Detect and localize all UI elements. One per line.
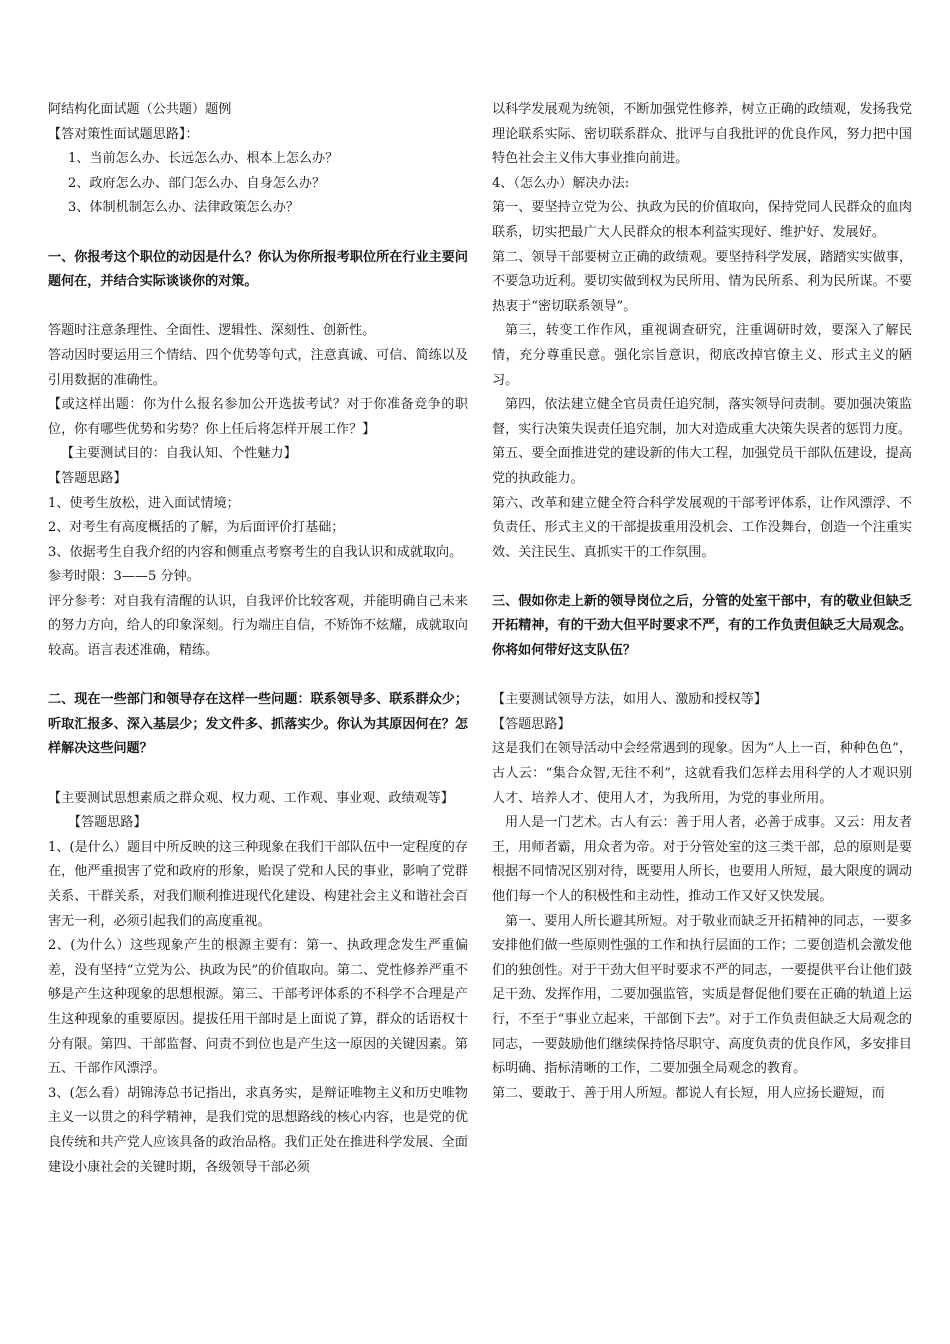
paragraph: 第六、改革和建立健全符合科学发展观的干部考评体系，让作风漂浮、不负责任、形式主义的干部提拔重用没机会、工作没舞台，创造一个注重实效、关注民生、真抓实干的工作氛围。 [492,495,912,560]
paragraph: 【答题思路】 [68,815,147,831]
paragraph: 评分参考：对自我有清醒的认识，自我评价比较客观，并能明确自己未来的努力方向，给人的印象深刻。行为端庄自信，不矫饰不炫耀，成就取向较高。语言表述准确，精练。 [48,593,468,659]
paragraph: 3、依据考生自我介绍的内容和侧重点考察考生的自我认识和成就取向。 [48,544,463,560]
paragraph: 【答题思路】 [492,716,571,732]
paragraph: 【答题思路】 [48,470,127,486]
paragraph: 第三，转变工作作风，重视调查研究，注重调研时效，要深入了解民情，充分尊重民意。强化宗旨意识，彻底改掉官僚主义、形式主义的陋习。 [492,323,912,388]
paragraph: 4、（怎么办）解决办法: [492,175,630,191]
paragraph: 以科学发展观为统领，不断加强党性修养，树立正确的政绩观，发扬我党理论联系实际、密切联系群众、批评与自我批评的优良作风，努力把中国特色社会主义伟大事业推向前进。 [492,102,912,167]
spacer [48,295,468,320]
paragraph: 1、(是什么）题目中所反映的这三种现象在我们干部队伍中一定程度的存在，他严重损害了党和政府的形象，贻误了党和人民的事业，影响了党群关系、干群关系，对我们顺利推进现代化建设、构建社会主义和谐社会百害无一利，必须引起我们的高度重视。 [48,839,468,929]
paragraph: 这是我们在领导活动中会经常遇到的现象。因为“人上一百，种种色色”，古人云：“集合众智,无往不利”，这就看我们怎样去用科学的人才观识别人才、培养人才、使用人才，为我所用，为党的事业所用。 [492,741,912,806]
paragraph: 2、(为什么）这些现象产生的根源主要有：第一、执政理念发生严重偏差，没有坚持“立党为公、执政为民”的价值取向。第二、党性修养严重不够是产生这种现象的思想根源。第三、干部考评体系的不科学不合理是产生这种现象的重要原因。提拔任用干部时是上面说了算，群众的话语权十分有限。第四、干部监督、问责不到位也是产生这一原因的关键因素。第五、干部作风漂浮。 [48,938,468,1077]
paragraph: 【或这样出题：你为什么报名参加公开选拔考试？对于你准备竞争的职位，你有哪些优势和劣势？你上任后将怎样开展工作？】 [48,397,468,437]
paragraph: 答动因时要运用三个情结、四个优势等句式，注意真诚、可信、简练以及引用数据的准确性。 [48,347,468,388]
question-2-heading: 二、现在一些部门和领导存在这样一些问题：联系领导多、联系群众少；听取汇报多、深入基层少；发文件多、抓落实少。你认为其原因何在？怎样解决这些问题？ [48,692,468,757]
spacer [48,221,468,246]
spacer [492,565,912,590]
document-title: 阿结构化面试题（公共题）题例 [48,102,232,117]
paragraph: 【主要测试目的：自我认知、个性魅力】 [61,446,297,462]
paragraph: 参考时限：3——5 分钟。 [48,569,200,585]
guide-item: 1、当前怎么办、长远怎么办、根本上怎么办？ [68,151,339,167]
question-1-heading: 一、你报考这个职位的动因是什么？你认为你所报考职位所在行业主要问题何在，并结合实际谈谈你的对策。 [48,249,468,290]
paragraph: 第一、要坚持立党为公、执政为民的价值取向，保持党同人民群众的血肉联系，切实把最广大人民群众的根本利益实现好、维护好、发展好。 [492,200,912,240]
paragraph: 第四，依法建立健全官员责任追究制，落实领导问责制。要加强决策监督，实行决策失误责任追究制，加大对造成重大决策失误者的惩罚力度。 [492,397,912,437]
paragraph: 第五、要全面推进党的建设新的伟大工程，加强党员干部队伍建设，提高党的执政能力。 [492,446,912,486]
question-3-heading: 三、假如你走上新的领导岗位之后，分管的处室干部中，有的敬业但缺乏开拓精神，有的干劲大但平时要求不严，有的工作负责但缺乏大局观念。你将如何带好这支队伍？ [492,593,912,659]
left-column [48,98,468,1180]
paragraph: 2、对考生有高度概括的了解，为后面评价打基础； [48,520,345,536]
paragraph: 用人是一门艺术。古人有云：善于用人者，必善于成事。又云：用友者王，用师者霸，用众者为帝。对于分管处室的这三类干部，总的原则是要根据不同情况区别对待，既要用人所长，也要用人所短，最大限度的调动他们每一个人的积极性和主动性，推动工作又好又快发展。 [492,815,912,904]
paragraph: 3、(怎么看）胡锦涛总书记指出，求真务实，是辩证唯物主义和历史唯物主义一以贯之的科学精神，是我们党的思想路线的核心内容，也是党的优良传统和共产党人应该具备的政治品格。我们正处在推进科学发展、全面建设小康社会的关键时期，各级领导干部必须 [48,1085,468,1175]
paragraph: 第一、要用人所长避其所短。对于敬业而缺乏开拓精神的同志，一要多安排他们做一些原则性强的工作和执行层面的工作；二要创造机会激发他们的独创性。对于干劲大但平时要求不严的同志，一要提供平台让他们鼓足干劲、发挥作用，二要加强监管，实质是督促他们要在正确的轨道上运行，不至于“事业立起来，干部倒下去”。对于工作负责但缺乏大局观念的同志，一要鼓励他们继续保持恪尽职守、高度负责的优良作风，多安排目标明确、指标清晰的工作，二要加强全局观念的教育。 [492,913,912,1077]
right-column [492,98,912,1106]
paragraph: 【主要测试思想素质之群众观、权力观、工作观、事业观、政绩观等】 [48,790,454,806]
guide-heading: 【答对策性面试题思路】： [48,126,199,142]
guide-item: 3、体制机制怎么办、法律政策怎么办？ [68,200,299,216]
spacer [48,664,468,689]
guide-item: 2、政府怎么办、部门怎么办、自身怎么办？ [68,175,326,191]
spacer [492,664,912,689]
paragraph: 第二、领导干部要树立正确的政绩观。要坚持科学发展，踏踏实实做事，不要急功近利。要切实做到权为民所用、情为民所系、利为民所谋。不要热衷于“密切联系领导”。 [492,249,912,314]
paragraph: 1、使考生放松，进入面试情境； [48,495,240,511]
spacer [48,762,468,787]
paragraph: 第二、要敢于、善于用人所短。都说人有长短，用人应扬长避短，而 [492,1085,885,1101]
paragraph: 答题时注意条理性、全面性、逻辑性、深刻性、创新性。 [48,323,376,339]
paragraph: 【主要测试领导方法，如用人、激励和授权等】 [492,692,767,708]
